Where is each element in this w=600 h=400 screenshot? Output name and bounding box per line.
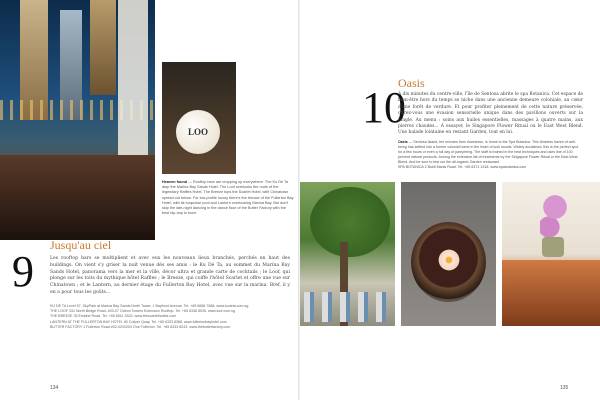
right-caption-title: Oasis (398, 140, 408, 144)
section-number-10: 10 (362, 83, 406, 132)
left-body-text: Les rooftop bars se multiplient et avec eux les nouveaux lieux branchés, perchés en haut des buildings. On vient s'y griser la nuit venue dès ses amis : le Ku Dé Ta, au sommet du Marina Bay Sands Hotel, panorama vers la mer et la ville, décor ultra et grande carte de cocktails ; le Loof, qui plonge sur les toits du mythique hôtel Raffles ; le Breeze, qui coiffe l'hôtel Scarlet et offre une vue sur Chinatown ; et le Lantern, au dernier étage du Fullerton Bay Hotel, avec vue sur la marina. Bref, il y en a pour tous les goûts... (50, 256, 290, 295)
left-caption-text: Rooftop bars are cropping up everywhere. The Ku Dé Ta atop the Marina Bay Sands Hotel. The Loof overlooks the roofs of the legendary Raffles Hotel. The Breeze tops the Scarlet Hotel, with Chinatown spread out below. For low-profile luxury there's the terrace of the Fullerton Bay Hotel, with its turquoise pool and Lantern overlooking Marina Bay. But don't skip the late-night dancing in the dance floor of the Butter Factory with the best hip-hop in town. (162, 180, 294, 216)
left-caption-title: Heaven found (162, 180, 188, 184)
section-title-oasis: Oasis (398, 76, 425, 90)
section-number-9: 9 (12, 247, 34, 296)
right-contact: SPA BOTANICA 2 Bukit Manis Road. Tel. +65 6371 1318. www.spabotanica.com (398, 165, 527, 169)
right-caption-text: Sentosa Island, ten minutes from downtown, is home to the Spa Botanica. This timeless haven of well-being has settled into a former colonial home in the heart of lush woods. Widely acclaimed, this is the perfect spot for a few hours or even a full day of pampering. The staff is trained in the best techniques and uses line of 100 percent natural products. Among the extensive list of treatments try the Singapore Flower Ritual or the East-West Blend. And be sure to test out the all-organic Garden restaurant. (398, 140, 579, 164)
rooftop-bar-photo (0, 0, 155, 240)
left-contacts: KU DÉ TA Level 57, SkyPark at Marina Bay Sands North Tower, 1 Bayfront Avenue. Tel. +65 6688 7688. www.kudeta.com.sg THE LOOF 331 North Bridge Road, #03-07 Odeon Towers Extension Rooftop. Tel. +65 6338 8035. www.loof.com.sg THE BREEZE 33 Erskine Road. Tel. +65 6511 3333. www.thescarlethotels.com LANTERN AT THE FULLERTON BAY HOTEL 80 Collyer Quay. Tel. +65 6333 8388. www.fullertonbayhotel.com BUTTER FACTORY 1 Fullerton Road #02-02/03/04 One Fullerton. Tel. +65 6333 8243. www.thebutterfactory.com (50, 304, 249, 329)
right-body-text: À dix minutes du centre-ville, l'île de Sentosa abrite le spa Botanica. Cet espace de bien-être hors du temps se niche dans une ancienne demeure coloniale, au cœur d'une forêt de verdure. Et pour profiter pleinement de cette nature préservée, offrez-vous une évasion sensorielle unique dans des pavillons ouverts sur la jungle. Au menu : soins aux huiles essentielles, massages à quatre mains, aux pierres chaudes... À essayer, le Singapore Flower Ritual ou le East West Blend. Une balade lointaine en restant Garden, tout en lui. (398, 92, 583, 136)
page-number-right: 135 (560, 385, 569, 391)
flower-bowl-photo (401, 182, 496, 326)
loof-logo-text: LOO (187, 127, 208, 137)
right-caption: Oasis — Sentosa Island, ten minutes from downtown, is home to the Spa Botanica. This timeless haven of well-being has settled into a former colonial home in the heart of lush woods. Widely acclaimed, this is the perfect spot for a few hours or even a full day of pampering. The staff is trained in the best techniques and uses line of 100 percent natural products. Among the extensive list of treatments try the Singapore Flower Ritual or the East-West Blend. And be sure to test out the all-organic Garden restaurant. SPA BOTANICA 2 Bukit Manis Road. Tel. +65 6371 1318. www.spabotanica.com (398, 140, 579, 169)
left-caption: Heaven found — Rooftop bars are cropping up everywhere. The Ku Dé Ta atop the Marina Bay Sands Hotel. The Loof overlooks the roofs of the legendary Raffles Hotel. The Breeze tops the Scarlet Hotel, with Chinatown spread out below. For low-profile luxury there's the terrace of the Fullerton Bay Hotel, with its turquoise pool and Lantern overlooking Marina Bay. But don't skip the late-night dancing in the dance floor of the Butter Factory with the best hip-hop in town. (162, 180, 294, 216)
section-title-jusquau-ciel: Jusqu'au ciel (50, 238, 112, 252)
orchid-basin-photo (502, 182, 600, 326)
loof-logo-lamp (176, 110, 220, 154)
loof-sign-photo (162, 62, 236, 174)
page-number-left: 134 (50, 385, 59, 391)
garden-terrace-photo (300, 182, 395, 326)
